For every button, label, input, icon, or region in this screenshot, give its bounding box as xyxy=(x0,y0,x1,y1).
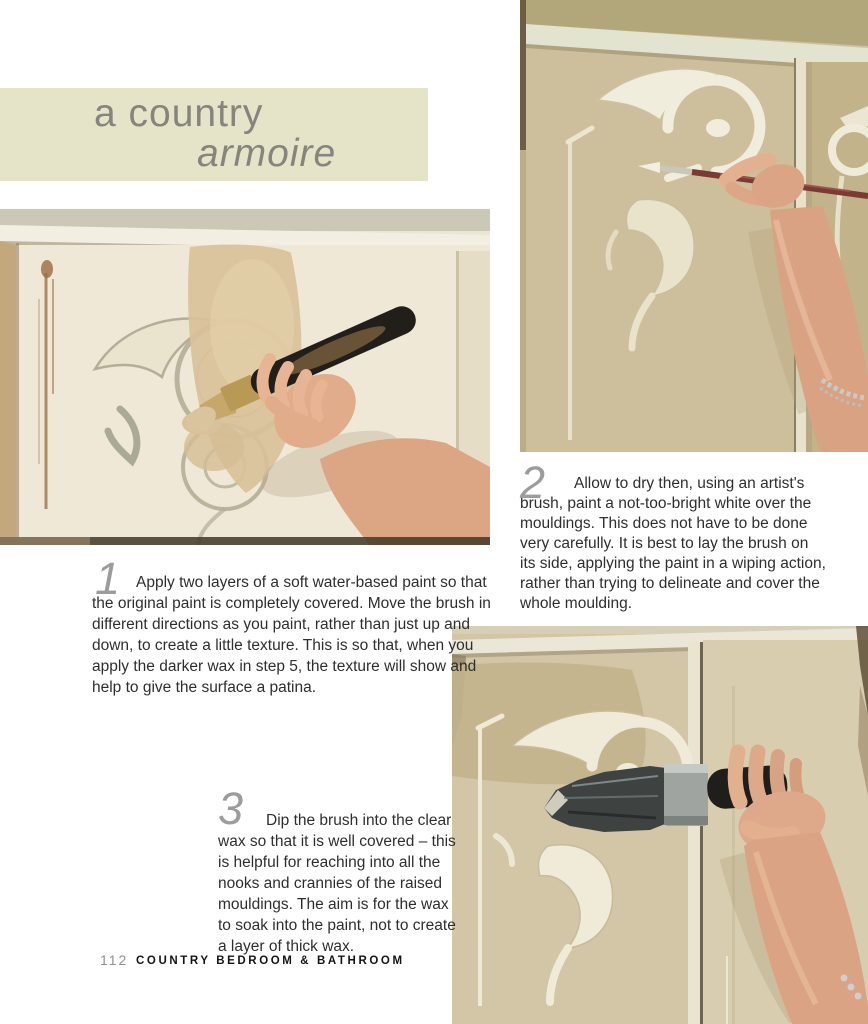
step-2-photo xyxy=(520,0,868,452)
page-footer xyxy=(100,952,500,974)
step-3-number: 3 xyxy=(218,783,244,834)
door-divider xyxy=(688,642,700,1024)
step-3-photo xyxy=(452,626,868,1024)
step-2-text: Allow to dry then, using an artist's brush, paint a not-too-bright white over the mouldings. This does not have to be done very carefully. It is best to lay the brush on its side, applying the paint in a wiping action, rather than trying to delineate and cover the whole moulding. xyxy=(520,475,826,612)
page-title-line1: a country xyxy=(94,92,264,135)
step-1-text: Apply two layers of a soft water-based paint so that the original paint is completely covered. Move the brush in different directions as you paint, rather than just up and down, to create a little texture. This is so that, when you apply the darker wax in step 5, the texture will show and help to give the surface a patina. xyxy=(92,574,491,696)
step-1 xyxy=(92,552,494,698)
step-1-photo xyxy=(0,209,490,545)
book-title: COUNTRY BEDROOM & BATHROOM xyxy=(136,955,405,967)
page-number: 112 xyxy=(100,952,129,968)
door-edge xyxy=(0,241,16,545)
step-3-text: Dip the brush into the clear wax so that it is well covered – this is helpful for reaching into all the nooks and crannies of the raised mouldings. The aim is for the wax to soak into the paint, not to create a layer of thick wax. xyxy=(218,812,456,955)
title-block xyxy=(0,88,428,181)
step-3 xyxy=(218,782,462,957)
step-2 xyxy=(520,458,828,614)
bracelet xyxy=(841,975,848,982)
step-1-number: 1 xyxy=(95,553,121,604)
step-2-number: 2 xyxy=(520,457,546,508)
page-title-line2: armoire xyxy=(197,132,337,175)
